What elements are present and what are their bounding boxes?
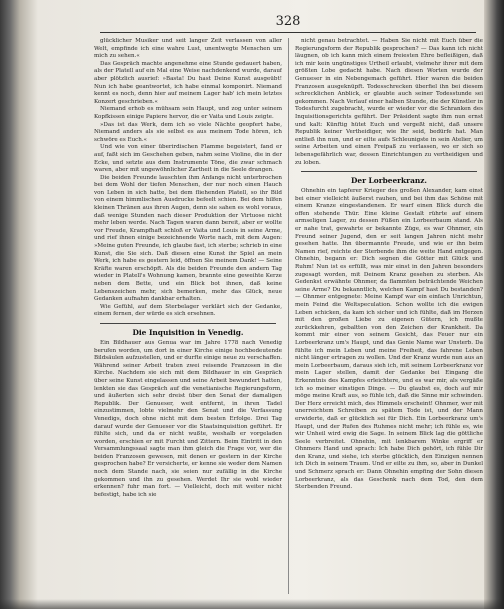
paragraph: nicht genau betrachtet. — Haben Sie nicht mit Euch über die Regierungsform der Republik gesprochen? — Das kann ich nicht läugnen, ob ich kann mich einem freiesten Ehre befleißigen, daß ich mir kein ungünstiges Urtheil erlaubt, vielmehr ihrer mit dem größten Lobe gedacht habe. Nach diesen Worten wurde der Genueser in ein Nebengemach geführt. Hier waren die beiden Franzosen ausgeknüpft. Todesschrecken überfiel ihn bei diesem schrecklichen Anblick, er glaubte auch seiner Todesstunde sei gekommen. Nach Verlauf einer halben Stunde, die der Künstler in Todesfurcht zugebracht, wurde er wieder vor die Schranken des Inquisitionsgerichts geführt. Der Präsident sagte ihm nun ernst und kalt: Künftig hütet Euch und vergeßt nicht, daß unsere Republik keiner Vertheidiger, wie Ihr seid, bedürfe hat. Man entließ ihn nun, und er eilte aufs Schleunigste in sein Atelier, um seine Arbeiten und einen Freipaß zu verlassen, wo er sich so lebensgefährlich war, dessen Einrichtungen zu vertheidigen und zu loben. xyxy=(295,38,483,166)
paragraph: Die beiden Freunde lauschten ihm Anfangs nicht unterbrochen bei dem Wohl der tiefen Menschen, der nur noch einen Hauch von Leben in sich hatte, bei dem fliehenden Platell, so ihr Bild von einem himmlischen Ausdrucke befeelt schien. Bei dem hilfen kleinen Thränen aus ihren Augen, denn sie sahen es wohl voraus, daß wenige Stunden nach dieser Produktion der Virtuose nicht mehr leben werde. Nach Tagen waren dann bereit, aber er wollte vor Freude, Krampfhaft schloß er Vaita und Louis in seine Arme, und rief ihnen einige bezeichnende Worte nach, mit dem Augen: »Meine guten Freunde, ich glaube fast, ich sterbe; schrieb in eine Kunst, die Sie sich. Daß diesen eine Kunst ihr Spiel an mein Werk, ich habe es gestern leid, öffnen Sie meinem Dank! — Seine Kräfte waren erschöpft. Als die beiden Freunde den andern Tag wieder in Platell's Wohnung kamen, brannte eine geweihte Kerze neben dem Bette, und ein Blick bot ihnen, daß keine Lebenszeichen mehr, sich bemerken, mehr das Glück, neue Gedanken aufnahm dankbar erhalten. xyxy=(94,174,282,303)
paragraph: Ein Bildhauer aus Genua war im Jahre 1778 nach Venedig berufen worden, um dort in einer Kirche einige hochbedeutende Bildsäulen aufzustellen, und er durfte einige neue zu verschaffen. Während seiner Arbeit traten zwei reisende Franzosen in die Kirche. Nachdem sie sich mit dem Bildhauer in ein Gespräch über seine Kunst eingelassen und seine Arbeit bewundert hatten, lenkten sie das Gespräch auf die venetianische Regierungsform, und äußerten sich sehr dreist über den Senat der damaligen Republik. Der Genueser, weit entfernt, in ihren Tadel einzustimmen, lobte vielmehr den Senat und die Verfassung Venedigs, doch ohne nicht mit dem besten Erfolge. Drei Tag darauf wurde der Genueser vor die Staatsinquisition geführt. Er fühlte sich, und da er nicht wußte, weshalb er vorgeladen worden, erschien er mit Furcht und Zittern. Beim Eintritt in den Versammlungssaal sagte man ihm gleich die Frage vor, wer die beiden Franzosen gewesen, mit denen er gestern in der Kirche gesprochen habe? Er versicherte, er kenne sie weder dem Namen noch dem Stande nach, sie seien nur zufällig in die Kirche gekommen und ihn zu gesehen. Werdet Ihr sie wohl wieder erkennen? fuhr man fort. — Vielleicht, doch mit weiter nicht befestigt, habe ich sie xyxy=(94,339,282,498)
paragraph: glücklicher Musiker und seit langer Zeit verlassen von aller Welt, empfinde ich eine wahre Lust, unentwegte Menschen um mich zu sehen.« xyxy=(94,38,282,60)
bottom-shadow xyxy=(0,599,504,609)
right-column xyxy=(295,38,483,594)
paragraph: Ohnehin ein tapferer Krieger des großen Alexander, kam einst bei einer vielleicht äußerst rauhen, und bei ihm das Schöne mit einem Kranze eingestandenen. Er warf einen Blick durch die offen stehende Thür. Eine kleine Gestalt rührte auf einem armseligen Lager, zu dessen Füßen ein Lorbeerbaum stand. Als er nahe trat, gewahrte er bekannte Züge, es war Ohnmer, ein Freund seiner Jugend, den er seit langen Jahren nicht mehr gesehen hatte. Ihn übermannte Freude, und wie er ihn beim Namen rief, reichte der Sterbende ihm die weite Hand entgegen. Ohnehin, begann er: Dich segnen die Götter mit Glück und Ruhm! Nun ist es erfüllt, was mir einst in den Jahren besonders zugesagt worden, mit Deinem Kranz gesehen zu sterben. Als Gedenkst erwähnte Ohnmer, da flammten beträchtende Weichen seine Arme? Du bekanntlich, welchen Kampf hast Du bestanden? — Ohnmer entgegnete: Meine Kampf war ein einfach Unrichtun, mein Feind die Weltspeculation. Schon wollte ich die ewigen Leben schicken, da kam ich sicher und ich fühlte, daß im Herzen mit den großen Liebe zu eigenen Gütern, ich mußte zurückkehren, gebaltten von den Zeichen der Krankheit. Da kommt mir einer von seinem Gesicht, das Feuer nur ein Lorbeerkranz um's Haupt, und das Genie Name war Unsterb. Da fühlte ich mein Leben und meine Freiheit, das fahrene Leben nicht länger ertragen zu wollen. Und der Kranz wurde nun aus an mein Lorbeerbaum, daraus sieh ich, mit seinem Lorbeerkranz vor mein Lager stellen, damit der Gedanke bei Eingang die Erkenntnis des Kampfes erleichtere, und es war mir, als vergäße ich so meiner einstigen Dinge. — Du glaubst es, doch auf mir möge meine Kraft aus, so fühle ich, daß die Sinne mir schwinden. Der Herz erreicht mich, des Himmels erscheint! Ohnmer, wer mit unerreichtem Schreiben zu spätem Tode ist, und der Mann erwiderte, daß er glücklich sei für Dich. Ein Lorbeerkranz um's Haupt, und der Rufen des Ruhmes nicht mehr; ich fühle es, wie wir Unheil wird ewig die Sage. In seinem Blick lag die göttliche Seele verbreitet. Ohnehin, mit lenkbarem Winke ergriff er Ohnmers Hand und sprach: Ich habe Dich gehört, ich fühle Dir den Kranz, und siehe, ich sterbe glücklich, den Einzigen nennen ich Dich in seinem Traum. Und er eilte zu ihm, so, aber in Dunkel und Schmerz sprach er: Dann Ohnehin empfing der Sohn diesen Lorbeerkranz, als das Geschenk nach dem Tod, den dem Sterbenden Freund. xyxy=(295,188,483,491)
section-title-lorbeerkranz: Der Lorbeerkranz. xyxy=(350,176,427,186)
paragraph: Das Gespräch machte angenehme eine Stunde gedauert haben, als der Platell auf ein Mal eine Weise nachdenkend wurde, darauf aber plötzlich ausrief: »Basta! Du hast Deine Kunst ausgeübt! Nun ich habe geantwortet, ich habe einmal komponirt. Niemand kennt es noch, denn hier auf meinem Lager hab' ich mein letztes Konzert geschrieben.« xyxy=(94,60,282,105)
section-title-inquisition: Die Inquisition in Venedig. xyxy=(132,327,244,337)
column-divider xyxy=(288,38,289,594)
paragraph: Wie Gefühl, auf dem Sterbelager verklärt sich der Gedanke, einem fernen, der würde es sich ersehnen. xyxy=(94,303,282,318)
book-edge-shadow xyxy=(484,0,504,609)
paragraph: »Das ist das Werk, dem ich so viele Nächte geopfert habe, Niemand anders als sie selbst es aus meinem Tode hören, ich schwöre es Euch.« xyxy=(94,121,282,143)
section-rule xyxy=(100,323,276,324)
section-rule xyxy=(301,171,477,172)
header-rule xyxy=(100,32,476,33)
page-number: 328 xyxy=(275,14,301,29)
left-column xyxy=(94,38,282,594)
book-page xyxy=(92,14,484,600)
paragraph: Niemand erhob es mühsam sein Haupt, und zog unter seinem Kopfkissen einige Papiere hervor, die er Vaita und Louis zeigte. xyxy=(94,106,282,120)
paragraph: Und wie von einer überirdischen Flamme begeistert, fand er auf, faßt sich im Geschehen geben, nahm seine Violine, die in der Ecke, und setzte aus dem Instrumente Töne, die zwar schmach waren, aber mit ungewöhnlicher Zartheit in die Seele drangen. xyxy=(94,144,282,174)
